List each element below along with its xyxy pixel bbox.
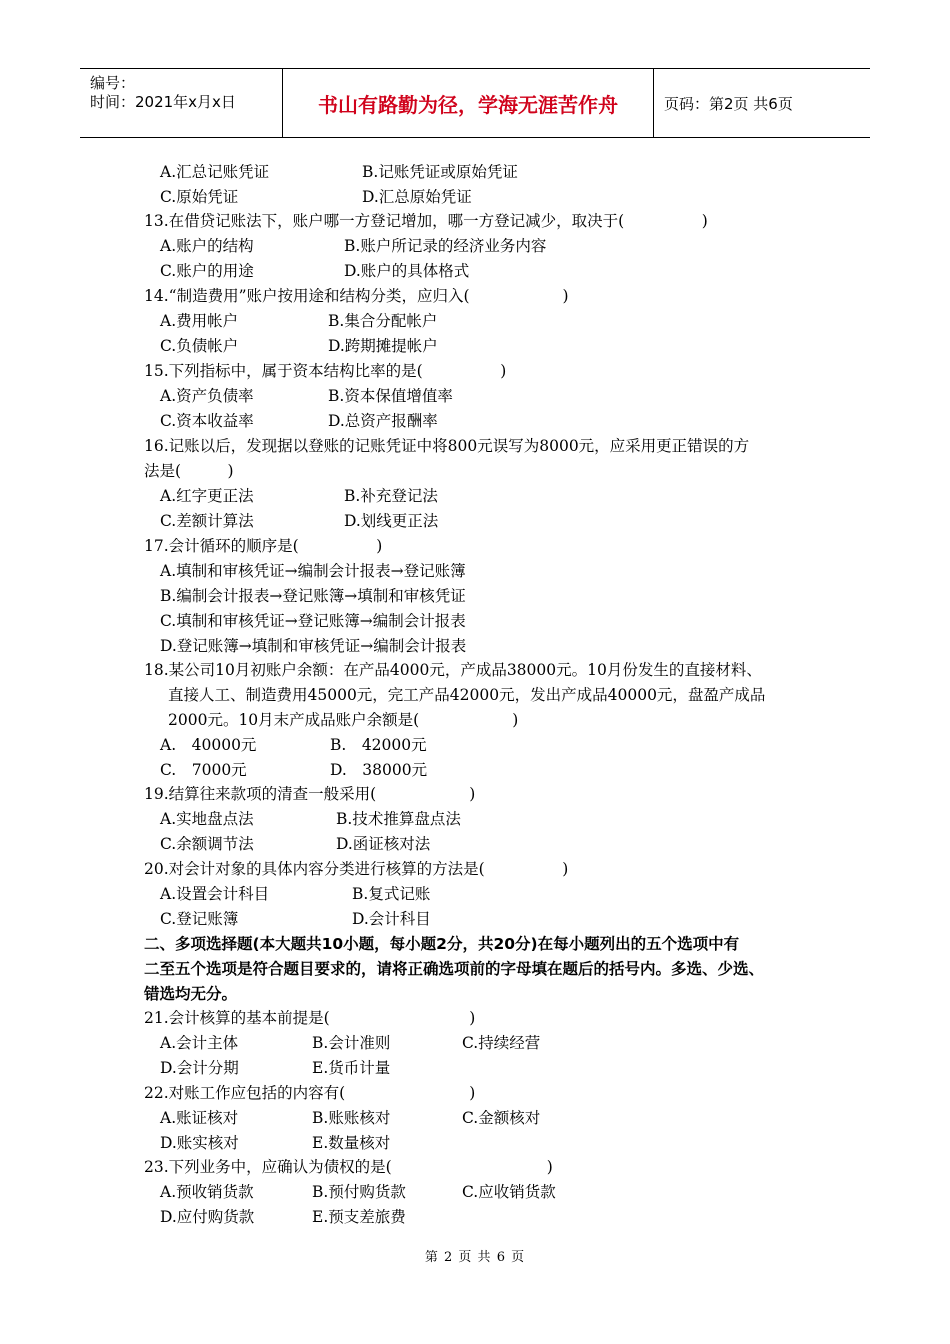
option-line: C.资本收益率 <box>160 412 254 430</box>
option-line: C.持续经营 <box>462 1034 541 1052</box>
option-line: C.登记账簿 <box>160 910 239 928</box>
option-line: B.记账凭证或原始凭证 <box>362 163 518 181</box>
option-line: B. 42000元 <box>330 736 427 754</box>
option-line: A.账户的结构 <box>160 237 254 255</box>
serial-label: 编号： <box>90 74 136 92</box>
option-line: A.资产负债率 <box>160 387 254 405</box>
question-13: 13.在借贷记账法下，账户哪一方登记增加，哪一方登记减少，取决于( ) <box>144 212 708 230</box>
option-line: B.资本保值增值率 <box>328 387 453 405</box>
option-line: D. 38000元 <box>330 761 428 779</box>
question-14: 14.“制造费用”账户按用途和结构分类，应归入( ) <box>144 287 569 305</box>
option-line: C.原始凭证 <box>160 188 239 206</box>
option-line: B.会计准则 <box>312 1034 391 1052</box>
option-line: C.应收销货款 <box>462 1183 556 1201</box>
option-line: B.复式记账 <box>352 885 431 903</box>
option-line: B.账户所记录的经济业务内容 <box>344 237 547 255</box>
option-line: D.账户的具体格式 <box>344 262 470 280</box>
option-line: C.差额计算法 <box>160 512 254 530</box>
option-line: C.金额核对 <box>462 1109 541 1127</box>
option-line: E.货币计量 <box>312 1059 391 1077</box>
page-header <box>80 68 870 138</box>
header-motto: 书山有路勤为径，学海无涯苦作舟 <box>282 69 654 137</box>
question-16-cont: 法是( ) <box>144 462 234 480</box>
question-17: 17.会计循环的顺序是( ) <box>144 537 383 555</box>
question-16: 16.记账以后，发现据以登账的记账凭证中将800元误写为8000元，应采用更正错误的方 <box>144 437 750 455</box>
question-18-cont: 直接人工、制造费用45000元，完工产品42000元，发出产成品40000元，盘盈产成品 <box>168 686 766 704</box>
option-line: E.数量核对 <box>312 1134 391 1152</box>
option-line: A.账证核对 <box>160 1109 239 1127</box>
question-23: 23.下列业务中，应确认为债权的是( ) <box>144 1158 553 1176</box>
question-19: 19.结算往来款项的清查一般采用( ) <box>144 785 476 803</box>
question-18: 18.某公司10月初账户余额：在产品4000元，产成品38000元。10月份发生的直接材料、 <box>144 661 762 679</box>
option-line: C.负债帐户 <box>160 337 239 355</box>
option-line: A.红字更正法 <box>160 487 254 505</box>
option-line: B.补充登记法 <box>344 487 438 505</box>
option-line: A.设置会计科目 <box>160 885 270 903</box>
option-line: D.会计分期 <box>160 1059 239 1077</box>
option-line: C.余额调节法 <box>160 835 254 853</box>
option-line: A.费用帐户 <box>160 312 239 330</box>
option-line: D.登记账簿→填制和审核凭证→编制会计报表 <box>160 637 467 655</box>
page-footer: 第 2 页 共 6 页 <box>424 1250 526 1265</box>
question-20: 20.对会计对象的具体内容分类进行核算的方法是( ) <box>144 860 569 878</box>
option-line: A.填制和审核凭证→编制会计报表→登记账簿 <box>160 562 466 580</box>
option-line: B.集合分配帐户 <box>328 312 438 330</box>
option-line: A. 40000元 <box>160 736 257 754</box>
option-line: A.会计主体 <box>160 1034 239 1052</box>
option-line: A.预收销货款 <box>160 1183 254 1201</box>
date-label: 时间：2021年x月x日 <box>90 93 236 111</box>
option-line: D.总资产报酬率 <box>328 412 438 430</box>
option-line: D.划线更正法 <box>344 512 439 530</box>
option-line: D.会计科目 <box>352 910 431 928</box>
option-line: A.实地盘点法 <box>160 810 254 828</box>
option-line: C. 7000元 <box>160 761 247 779</box>
option-line: C.填制和审核凭证→登记账簿→编制会计报表 <box>160 612 466 630</box>
option-line: B.编制会计报表→登记账簿→填制和审核凭证 <box>160 587 466 605</box>
option-line: E.预支差旅费 <box>312 1208 406 1226</box>
question-18-cont: 2000元。10月末产成品账户余额是( ) <box>168 711 519 729</box>
option-line: A.汇总记账凭证 <box>160 163 270 181</box>
option-line: C.账户的用途 <box>160 262 254 280</box>
option-line: B.技术推算盘点法 <box>336 810 461 828</box>
option-line: B.账账核对 <box>312 1109 391 1127</box>
page-info-text: 页码：第2页 共6页 <box>664 94 793 113</box>
header-page-info <box>652 69 870 137</box>
question-15: 15.下列指标中，属于资本结构比率的是( ) <box>144 362 507 380</box>
section-heading: 二、多项选择题(本大题共10小题，每小题2分，共20分)在每小题列出的五个选项中有 <box>144 935 740 953</box>
option-line: D.函证核对法 <box>336 835 431 853</box>
option-line: D.跨期摊提帐户 <box>328 337 438 355</box>
section-heading: 二至五个选项是符合题目要求的，请将正确选项前的字母填在题后的括号内。多选、少选、 <box>144 960 765 978</box>
question-22: 22.对账工作应包括的内容有( ) <box>144 1084 476 1102</box>
header-meta <box>80 69 282 137</box>
section-heading: 错选均无分。 <box>144 985 238 1003</box>
option-line: D.汇总原始凭证 <box>362 188 472 206</box>
option-line: D.应付购货款 <box>160 1208 255 1226</box>
question-21: 21.会计核算的基本前提是( ) <box>144 1009 476 1027</box>
option-line: D.账实核对 <box>160 1134 239 1152</box>
option-line: B.预付购货款 <box>312 1183 406 1201</box>
